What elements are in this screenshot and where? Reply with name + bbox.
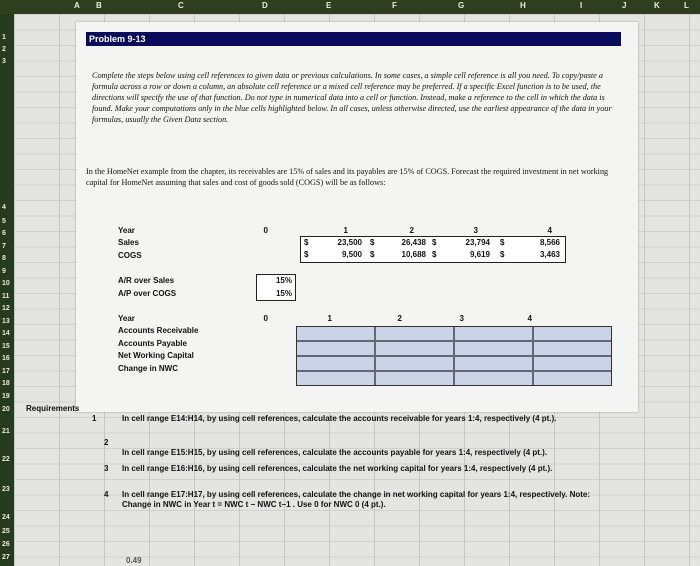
input-cell[interactable] xyxy=(376,357,453,370)
year3-label: 3 xyxy=(473,226,478,235)
input-cells-grid xyxy=(296,326,612,386)
input-cell[interactable] xyxy=(297,357,374,370)
ar-ratio-cell[interactable]: 15% xyxy=(275,276,292,285)
sales-y3[interactable]: 23,794 xyxy=(465,238,490,247)
t2-year0: 0 xyxy=(263,314,268,323)
col-G[interactable]: G xyxy=(458,1,465,10)
year0-label: 0 xyxy=(263,226,268,235)
t2-year4: 4 xyxy=(527,314,532,323)
row-12[interactable]: 12 xyxy=(2,305,10,312)
label-year-2: Year xyxy=(118,314,135,323)
sales-y4[interactable]: 8,566 xyxy=(539,238,560,247)
row-21[interactable]: 21 xyxy=(2,428,10,435)
label-ap-over-cogs: A/P over COGS xyxy=(118,289,177,298)
t2-year3: 3 xyxy=(459,314,464,323)
label-year: Year xyxy=(118,226,135,235)
row-26[interactable]: 26 xyxy=(2,541,10,548)
year4-label: 4 xyxy=(547,226,552,235)
row-7[interactable]: 7 xyxy=(2,243,6,250)
req-number-3: 3 xyxy=(104,464,109,473)
footer-partial-text: 0.49 xyxy=(126,556,142,565)
col-J[interactable]: J xyxy=(622,1,627,10)
req-text-2: In cell range E15:H15, by using cell references, calculate the accounts payable for years 1:4, respectively (4 pt.). xyxy=(122,448,548,457)
dollar-sales-y2: $ xyxy=(370,238,375,247)
dollar-cogs-y3: $ xyxy=(432,250,437,259)
input-cell[interactable] xyxy=(534,327,611,340)
input-cell[interactable] xyxy=(376,327,453,340)
req-number-2: 2 xyxy=(104,438,109,447)
label-accounts-receivable: Accounts Receivable xyxy=(118,326,199,335)
year2-label: 2 xyxy=(409,226,414,235)
row-13[interactable]: 13 xyxy=(2,318,10,325)
problem-paragraph: In the HomeNet example from the chapter, its receivables are 15% of sales and its payables are 15% of COGS. Forecast the required investment in net working capital for HomeNet assuming that sales and cost of goods sold (COGS) will be as follows: xyxy=(86,167,609,187)
input-cell[interactable] xyxy=(455,372,532,385)
row-9[interactable]: 9 xyxy=(2,268,6,275)
row-3[interactable]: 3 xyxy=(2,58,6,65)
input-cell[interactable] xyxy=(376,372,453,385)
problem-title[interactable]: Problem 9-13 xyxy=(86,32,621,46)
ap-ratio-cell[interactable]: 15% xyxy=(275,289,292,298)
row-header-bar xyxy=(0,14,14,566)
label-net-working-capital: Net Working Capital xyxy=(118,351,194,360)
req-text-3: In cell range E16:H16, by using cell references, calculate the net working capital for years 1:4, respectively (4 pt.). xyxy=(122,464,553,473)
row-11[interactable]: 11 xyxy=(2,293,10,300)
sales-y1[interactable]: 23,500 xyxy=(337,238,362,247)
input-cell[interactable] xyxy=(297,372,374,385)
input-cell[interactable] xyxy=(534,357,611,370)
t2-year1: 1 xyxy=(327,314,332,323)
col-H[interactable]: H xyxy=(520,1,526,10)
instructions-text: Complete the steps below using cell references to given data or previous calculations. In some cases, a simple cell reference is all you need. To copy/paste a formula across a row or down a column, an absolute cell reference or a mixed cell reference may be preferred. If a specific Excel function is to be used, the directions will specify the use of that function. Do not type in numerical data into a cell or function. Instead, make a reference to the cell in which the data is found. Make your computations only in the blue cells highlighted below. In all cases, unless otherwise directed, use the earliest appearance of the data in your formulas, usually the Given Data section. xyxy=(92,71,612,124)
row-18[interactable]: 18 xyxy=(2,380,10,387)
row-5[interactable]: 5 xyxy=(2,218,6,225)
input-cell[interactable] xyxy=(455,357,532,370)
row-4[interactable]: 4 xyxy=(2,204,6,211)
dollar-cogs-y4: $ xyxy=(500,250,505,259)
req-number-4: 4 xyxy=(104,490,109,499)
input-cell[interactable] xyxy=(455,342,532,355)
col-E[interactable]: E xyxy=(326,1,332,10)
dollar-sales-y4: $ xyxy=(500,238,505,247)
row-1[interactable]: 1 xyxy=(2,34,6,41)
label-change-in-nwc: Change in NWC xyxy=(118,364,178,373)
col-I[interactable]: I xyxy=(580,1,583,10)
cogs-y2[interactable]: 10,688 xyxy=(401,250,426,259)
label-ar-over-sales: A/R over Sales xyxy=(118,276,175,285)
req-number-1: 1 xyxy=(92,414,97,423)
row-14[interactable]: 14 xyxy=(2,330,10,337)
row-6[interactable]: 6 xyxy=(2,230,6,237)
req-text-1: In cell range E14:H14, by using cell references, calculate the accounts receivable for years 1:4, respectively (4 pt.). xyxy=(122,414,557,423)
dollar-cogs-y2: $ xyxy=(370,250,375,259)
sales-y2[interactable]: 26,438 xyxy=(401,238,426,247)
label-sales: Sales xyxy=(118,238,139,247)
input-cell[interactable] xyxy=(534,342,611,355)
dollar-sales-y3: $ xyxy=(432,238,437,247)
row-20[interactable]: 20 xyxy=(2,406,10,413)
row-10[interactable]: 10 xyxy=(2,280,10,287)
cogs-y3[interactable]: 9,619 xyxy=(469,250,490,259)
row-27[interactable]: 27 xyxy=(2,554,10,561)
input-cell[interactable] xyxy=(297,327,374,340)
dollar-cogs-y1: $ xyxy=(304,250,309,259)
col-F[interactable]: F xyxy=(392,1,397,10)
row-22[interactable]: 22 xyxy=(2,456,10,463)
req-text-4: In cell range E17:H17, by using cell references, calculate the change in net working capital for years 1:4, respectively. Note: Change in NWC in Year t = NWC t − NWC t−1 . Use 0 for NWC 0 (4 pt.). xyxy=(122,490,591,509)
cogs-y1[interactable]: 9,500 xyxy=(341,250,362,259)
row-2[interactable]: 2 xyxy=(2,46,6,53)
row-8[interactable]: 8 xyxy=(2,255,6,262)
row-19[interactable]: 19 xyxy=(2,393,10,400)
input-cell[interactable] xyxy=(297,342,374,355)
row-16[interactable]: 16 xyxy=(2,355,10,362)
col-L[interactable]: L xyxy=(684,1,689,10)
col-D[interactable]: D xyxy=(262,1,268,10)
column-header-bar xyxy=(0,0,700,14)
row-23[interactable]: 23 xyxy=(2,486,10,493)
input-cell[interactable] xyxy=(376,342,453,355)
col-K[interactable]: K xyxy=(654,1,660,10)
row-24[interactable]: 24 xyxy=(2,514,10,521)
row-17[interactable]: 17 xyxy=(2,368,10,375)
input-cell[interactable] xyxy=(534,372,611,385)
t2-year2: 2 xyxy=(397,314,402,323)
col-B[interactable]: B xyxy=(96,1,102,10)
row-25[interactable]: 25 xyxy=(2,528,10,535)
year1-label: 1 xyxy=(343,226,348,235)
col-C[interactable]: C xyxy=(178,1,184,10)
row-15[interactable]: 15 xyxy=(2,343,10,350)
requirements-header: Requirements xyxy=(26,404,80,413)
label-accounts-payable: Accounts Payable xyxy=(118,339,187,348)
input-cell[interactable] xyxy=(455,327,532,340)
cogs-y4[interactable]: 3,463 xyxy=(539,250,560,259)
col-A[interactable]: A xyxy=(74,1,80,10)
dollar-sales-y1: $ xyxy=(304,238,309,247)
label-cogs: COGS xyxy=(118,251,142,260)
